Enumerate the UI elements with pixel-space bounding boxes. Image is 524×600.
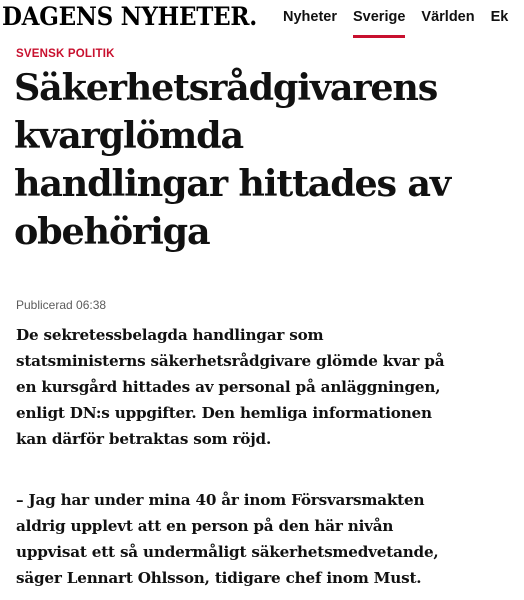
main-nav [283, 0, 524, 40]
nav-item-varlden[interactable]: Världen [421, 9, 475, 25]
article-body-quote: – Jag har under mina 40 år inom Försvarsmakten aldrig upplevt att en person på den här nivån uppvisat ett så undermåligt säkerhetsmedvetande, säger Lennart Ohlsson, tidigare chef inom Must. [16, 491, 439, 587]
nav-item-nyheter[interactable]: Nyheter [283, 9, 337, 25]
nav-item-ekonomi[interactable]: Ek [490, 9, 509, 25]
article-lead: De sekretessbelagda handlingar som statsministerns säkerhetsrådgivare glömde kvar på en kursgård hittades av personal på anläggningen, enligt DN:s uppgifter. Den hemliga informationen kan därför betraktas som röjd. [16, 326, 445, 448]
article-section-label[interactable]: SVENSK POLITIK [16, 48, 115, 60]
site-header [0, 0, 509, 40]
nav-item-sverige[interactable]: Sverige [353, 0, 405, 40]
publish-time: Publicerad 06:38 [16, 298, 107, 312]
site-logo[interactable]: DAGENS NYHETER. [2, 2, 257, 31]
article-headline: Säkerhetsrådgivarens kvarglömda handlingar hittades av obehöriga [14, 66, 450, 253]
